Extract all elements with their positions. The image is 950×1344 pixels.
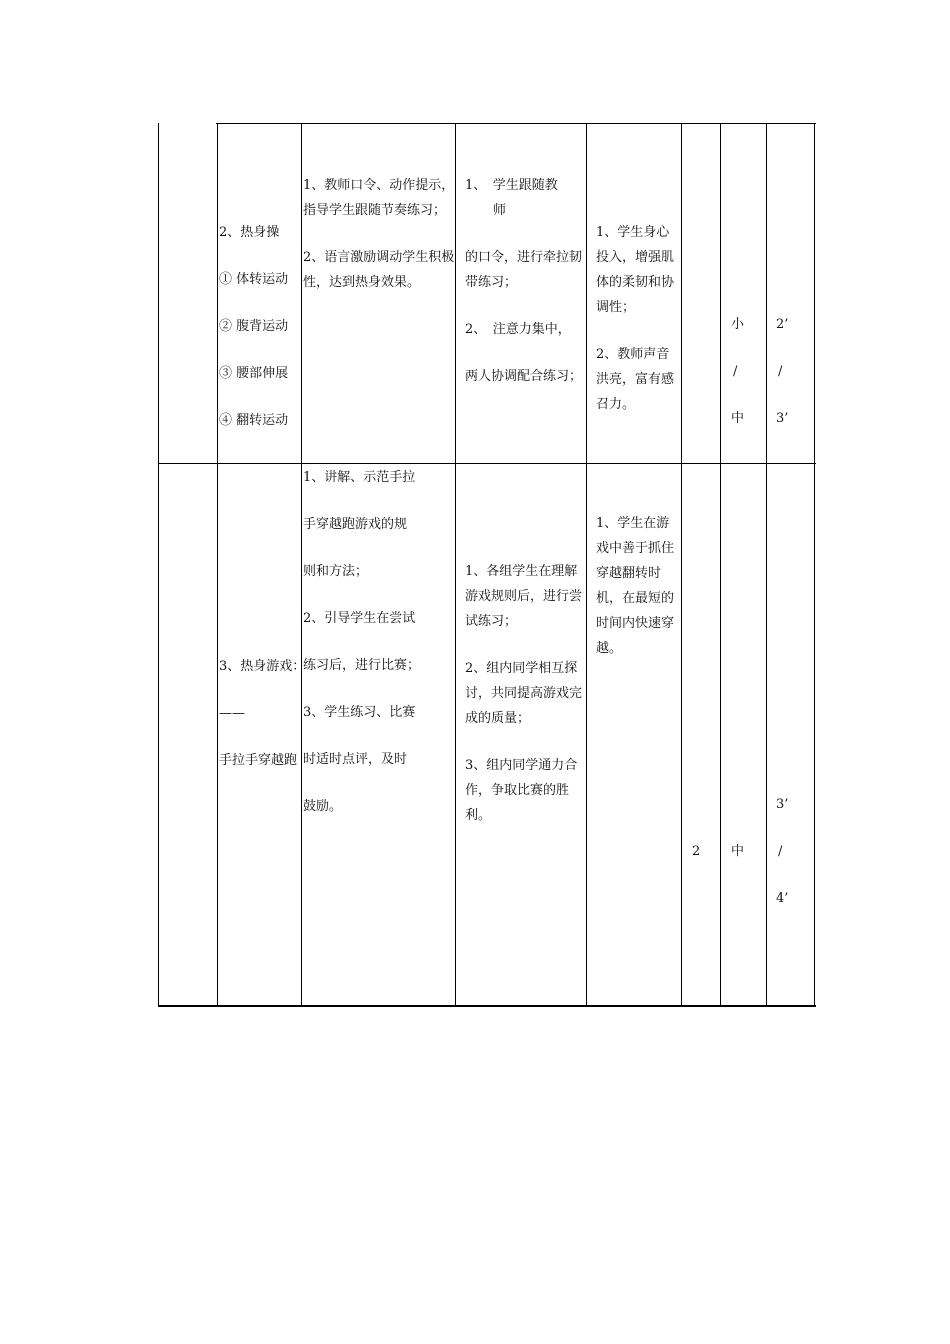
row2-teacher-line-6: 3、学生练习、比赛	[303, 705, 416, 720]
row2-teacher-line-1: 1、讲解、示范手拉	[303, 470, 416, 485]
row1-time-3: 3’	[776, 411, 789, 426]
row1-teacher-text-2: 2、语言激励调动学生积极性，达到热身效果。	[303, 250, 455, 290]
row2-teacher-line-8: 鼓励。	[303, 799, 343, 814]
row1-student-text-2: 师	[493, 203, 507, 218]
row1-content-title: 2、热身操	[219, 225, 280, 240]
row1-student-text-3: 的口令，进行牵拉韧带练习；	[465, 250, 583, 290]
col-line-6	[720, 123, 721, 1007]
row2-student-text-3: 3、组内同学通力合作，争取比赛的胜利。	[465, 758, 578, 823]
row1-content-item-4: ④ 翻转运动	[219, 413, 289, 428]
row1-goal-text-1: 1、学生身心投入，增强肌体的柔韧和协调性；	[596, 225, 675, 315]
row2-content-name: 手拉手穿越跑	[219, 753, 298, 768]
row2-time-3: 4’	[776, 891, 789, 906]
row2-teacher-line-5: 练习后，进行比赛；	[303, 658, 421, 673]
row2-student-text-2: 2、组内同学相互探讨，共同提高游戏完成的质量；	[465, 661, 583, 726]
row2-teacher-line-2: 手穿越跑游戏的规	[303, 517, 408, 532]
row2-time-2: /	[778, 844, 783, 859]
col-line-8	[814, 123, 815, 1007]
row2-teacher-line-3: 则和方法；	[303, 564, 369, 579]
row1-student-text-5: 两人协调配合练习；	[465, 369, 583, 384]
table-bottom-border	[158, 1005, 816, 1007]
row1-goal-text-2: 2、教师声音洪亮，富有感召力。	[596, 347, 675, 412]
row1-time-2: /	[778, 364, 783, 379]
col-line-3	[455, 123, 456, 1007]
row1-content-item-3: ③ 腰部伸展	[219, 366, 289, 381]
row2-time-1: 3’	[776, 797, 789, 812]
row2-teacher-line-7: 时适时点评，及时	[303, 752, 408, 767]
row1-teacher-text-1: 1、教师口令、动作提示，指导学生跟随节奏练习；	[303, 178, 455, 218]
row1-intensity-3: 中	[731, 411, 745, 426]
row-divider	[158, 463, 816, 464]
row1-content-item-1: ① 体转运动	[219, 272, 289, 287]
row1-student-text-1: 1、 学生跟随教	[465, 178, 558, 193]
row2-goal-text-1: 1、学生在游戏中善于抓住穿越翻转时机，在最短的时间内快速穿越。	[596, 516, 675, 656]
row1-student-text-4: 2、 注意力集中，	[465, 322, 571, 337]
row1-intensity-1: 小	[731, 317, 745, 332]
row1-intensity-2: /	[733, 364, 738, 379]
table-top-border	[216, 123, 816, 124]
col-line-4	[586, 123, 587, 1007]
col-line-7	[766, 123, 767, 1007]
col-line-2	[301, 123, 302, 1007]
row2-intensity: 中	[731, 844, 745, 859]
row1-content-item-2: ② 腹背运动	[219, 319, 289, 334]
row2-content-dash: ——	[219, 706, 245, 721]
col-line-5	[681, 123, 682, 1007]
row2-student-text-1: 1、各组学生在理解游戏规则后，进行尝试练习；	[465, 564, 583, 629]
col-line-0	[158, 123, 159, 1007]
row1-time-1: 2’	[776, 317, 789, 332]
col-line-1	[217, 123, 218, 1007]
row2-count: 2	[692, 844, 701, 859]
row2-content-title: 3、热身游戏：	[219, 659, 306, 674]
row2-teacher-line-4: 2、引导学生在尝试	[303, 611, 416, 626]
